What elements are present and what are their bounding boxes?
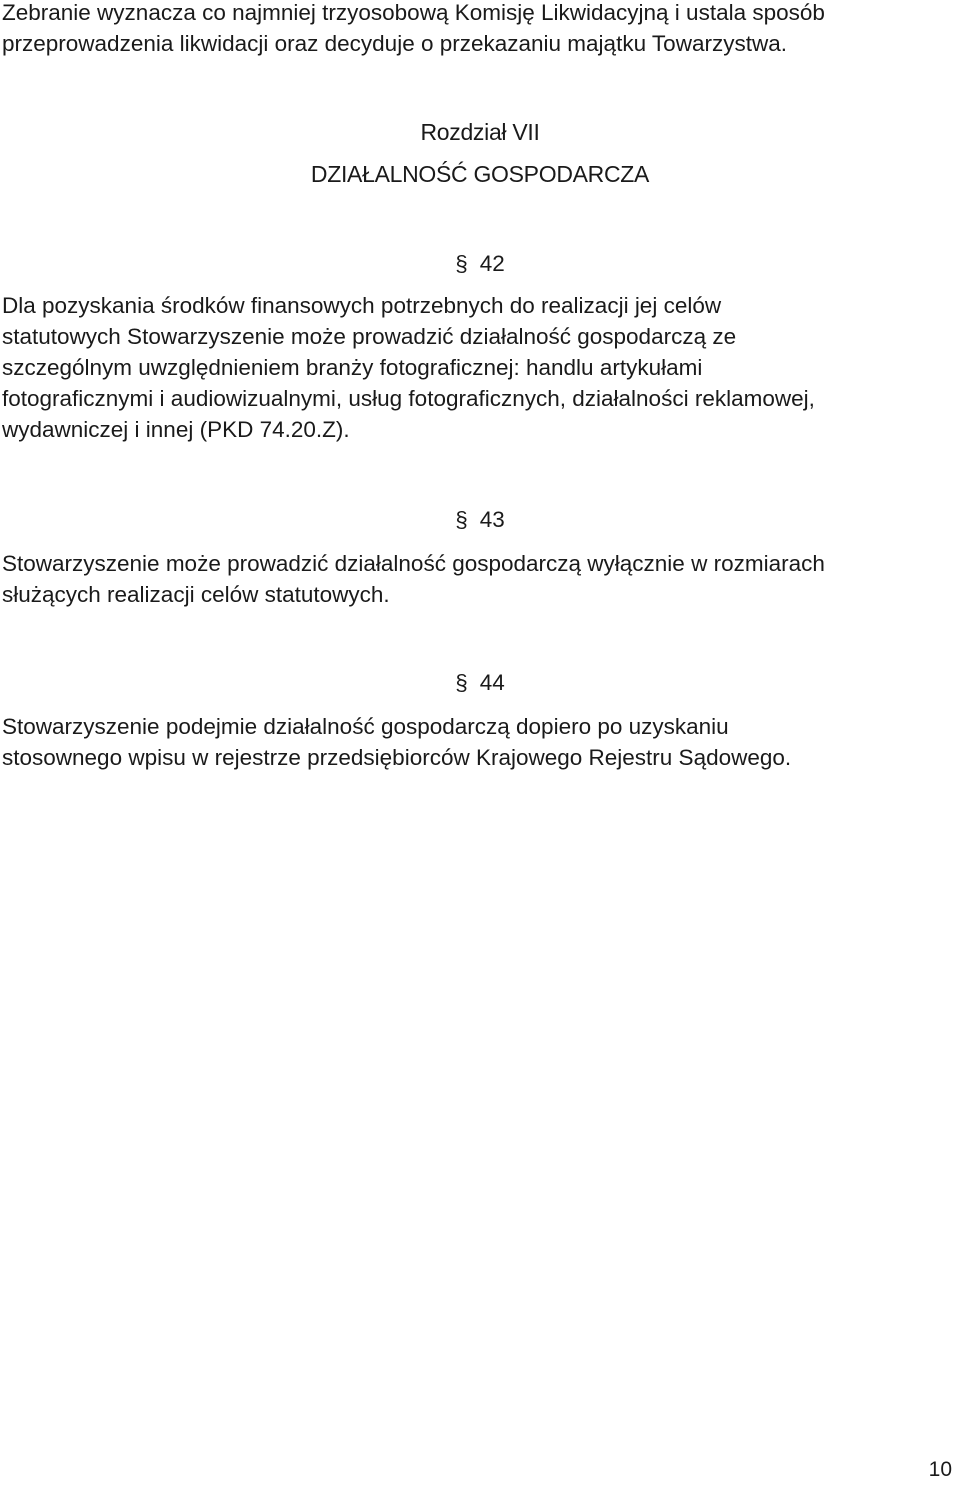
- section-43-paragraph: [2, 548, 952, 610]
- section-44-paragraph: [2, 711, 952, 773]
- chapter-number: Rozdział VII: [420, 119, 540, 145]
- paragraph-line: stosownego wpisu w rejestrze przedsiębiorców Krajowego Rejestru Sądowego.: [2, 745, 792, 770]
- section-heading-43: [0, 505, 960, 535]
- section-number: 43: [479, 507, 505, 532]
- paragraph-line: Stowarzyszenie podejmie działalność gospodarczą dopiero po uzyskaniu: [2, 714, 729, 739]
- paragraph-line: wydawniczej i innej (PKD 74.20.Z).: [2, 417, 350, 442]
- intro-line: przeprowadzenia likwidacji oraz decyduje o przekazaniu majątku Towarzystwa.: [2, 31, 787, 56]
- section-number: 44: [479, 670, 505, 695]
- section-heading-44: [0, 668, 960, 698]
- section-number: 42: [479, 251, 505, 276]
- section-42-paragraph: [2, 290, 952, 445]
- paragraph-line: Stowarzyszenie może prowadzić działalność gospodarczą wyłącznie w rozmiarach: [2, 551, 825, 576]
- paragraph-line: służących realizacji celów statutowych.: [2, 582, 390, 607]
- paragraph-line: statutowych Stowarzyszenie może prowadzić działalność gospodarczą ze: [2, 324, 737, 349]
- paragraph-line: fotograficznymi i audiowizualnymi, usług fotograficznych, działalności reklamowej,: [2, 386, 815, 411]
- page-number: 10: [928, 1458, 952, 1481]
- section-symbol: §: [455, 251, 468, 276]
- section-heading-42: [0, 249, 960, 279]
- intro-paragraph: [2, 0, 952, 59]
- paragraph-line: szczególnym uwzględnieniem branży fotograficznej: handlu artykułami: [2, 355, 703, 380]
- section-symbol: §: [455, 670, 468, 695]
- paragraph-line: Dla pozyskania środków finansowych potrzebnych do realizacji jej celów: [2, 293, 722, 318]
- chapter-title: DZIAŁALNOŚĆ GOSPODARCZA: [310, 161, 650, 187]
- section-symbol: §: [455, 507, 468, 532]
- intro-line: Zebranie wyznacza co najmniej trzyosobową Komisję Likwidacyjną i ustala sposób: [2, 0, 825, 25]
